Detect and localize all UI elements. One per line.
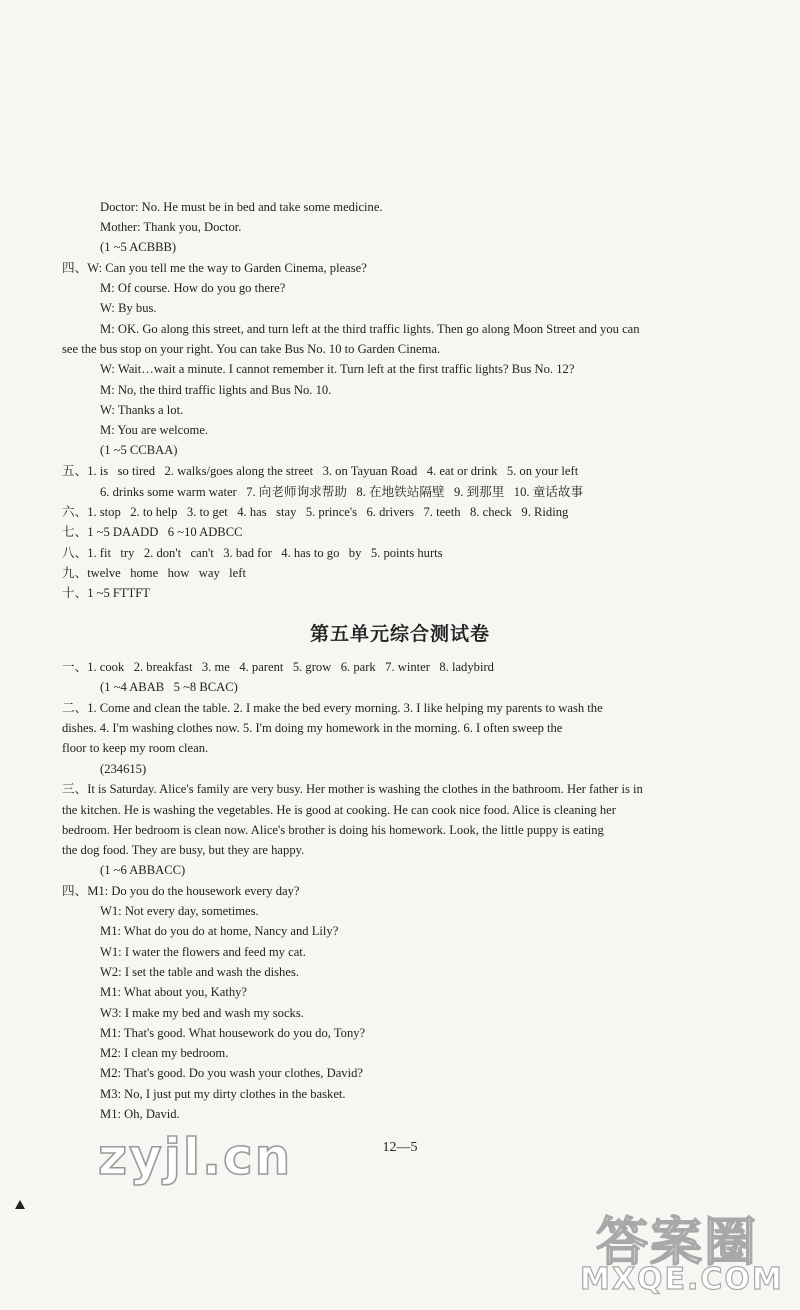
text-line: Mother: Thank you, Doctor.	[100, 220, 242, 234]
text-line: 五、1. is so tired 2. walks/goes along the street 3. on Tayuan Road 4. eat or drink 5. on your left	[62, 464, 579, 478]
text-line: M: Of course. How do you go there?	[100, 281, 286, 295]
text-line: M1: That's good. What housework do you do, Tony?	[100, 1026, 366, 1040]
text-line: 六、1. stop 2. to help 3. to get 4. has stay 5. prince's 6. drivers 7. teeth 8. check 9. Riding	[62, 505, 569, 519]
text-line: (234615)	[100, 762, 147, 776]
text-line: M: No, the third traffic lights and Bus No. 10.	[100, 383, 332, 397]
text-line: the kitchen. He is washing the vegetables. He is good at cooking. He can cook nice food. Alice is cleaning her	[62, 803, 616, 817]
text-line: bedroom. Her bedroom is clean now. Alice's brother is doing his homework. Look, the little puppy is eating	[62, 823, 604, 837]
text-line: 四、M1: Do you do the housework every day?	[62, 884, 300, 898]
triangle-marker-icon	[15, 1200, 25, 1209]
page-number: 12—5	[382, 1140, 418, 1155]
text-line: (1 ~4 ABAB 5 ~8 BCAC)	[100, 680, 238, 694]
text-line: 七、1 ~5 DAADD 6 ~10 ADBCC	[62, 525, 243, 539]
text-line: 九、twelve home how way left	[62, 566, 246, 580]
text-line: W: Thanks a lot.	[100, 403, 184, 417]
text-line: floor to keep my room clean.	[62, 741, 209, 755]
text-line: W: Wait…wait a minute. I cannot remember it. Turn left at the first traffic lights? Bus No. 12?	[100, 362, 575, 376]
text-line: M2: I clean my bedroom.	[100, 1046, 229, 1060]
text-line: 八、1. fit try 2. don't can't 3. bad for 4. has to go by 5. points hurts	[62, 546, 443, 560]
text-line: 十、1 ~5 FTTFT	[62, 586, 150, 600]
text-line: 一、1. cook 2. breakfast 3. me 4. parent 5. grow 6. park 7. winter 8. ladybird	[62, 660, 494, 674]
text-line: (1 ~5 CCBAA)	[100, 443, 178, 457]
text-line: M1: What about you, Kathy?	[100, 985, 248, 999]
text-line: W1: I water the flowers and feed my cat.	[100, 945, 306, 959]
text-line: 二、1. Come and clean the table. 2. I make the bed every morning. 3. I like helping my parents to wash the	[62, 701, 603, 715]
text-line: W2: I set the table and wash the dishes.	[100, 965, 299, 979]
brand-stamp-url: MXQE.COM	[580, 1262, 784, 1297]
text-line: (1 ~6 ABBACC)	[100, 863, 186, 877]
text-line: M2: That's good. Do you wash your clothes, David?	[100, 1066, 363, 1080]
text-line: Doctor: No. He must be in bed and take some medicine.	[100, 200, 383, 214]
brand-stamp-top: 答案圈	[596, 1213, 759, 1273]
text-line: dishes. 4. I'm washing clothes now. 5. I'm doing my homework in the morning. 6. I often sweep the	[62, 721, 563, 735]
text-line: (1 ~5 ACBBB)	[100, 240, 177, 254]
text-line: 6. drinks some warm water 7. 向老师询求帮助 8. 在地铁站隔壁 9. 到那里 10. 童话故事	[100, 485, 584, 499]
text-line: W3: I make my bed and wash my socks.	[100, 1006, 304, 1020]
text-line: W1: Not every day, sometimes.	[100, 904, 259, 918]
text-line: see the bus stop on your right. You can take Bus No. 10 to Garden Cinema.	[62, 342, 441, 356]
text-line: the dog food. They are busy, but they are happy.	[62, 843, 305, 857]
text-line: W: By bus.	[100, 301, 157, 315]
brand-watermark-stamp	[580, 1200, 790, 1300]
watermark-logo: zyjl.cn	[98, 1128, 293, 1186]
section-title: 第五单元综合测试卷	[309, 623, 490, 645]
text-line: M: OK. Go along this street, and turn left at the third traffic lights. Then go along Moon Street and you can	[100, 322, 640, 336]
text-line: M: You are welcome.	[100, 423, 209, 437]
text-line: M1: Oh, David.	[100, 1107, 180, 1121]
text-line: 三、It is Saturday. Alice's family are very busy. Her mother is washing the clothes in the bathroom. Her father is in	[62, 782, 643, 796]
text-line: M1: What do you do at home, Nancy and Lily?	[100, 924, 339, 938]
text-line: M3: No, I just put my dirty clothes in the basket.	[100, 1087, 346, 1101]
text-line: 四、W: Can you tell me the way to Garden Cinema, please?	[62, 261, 367, 275]
